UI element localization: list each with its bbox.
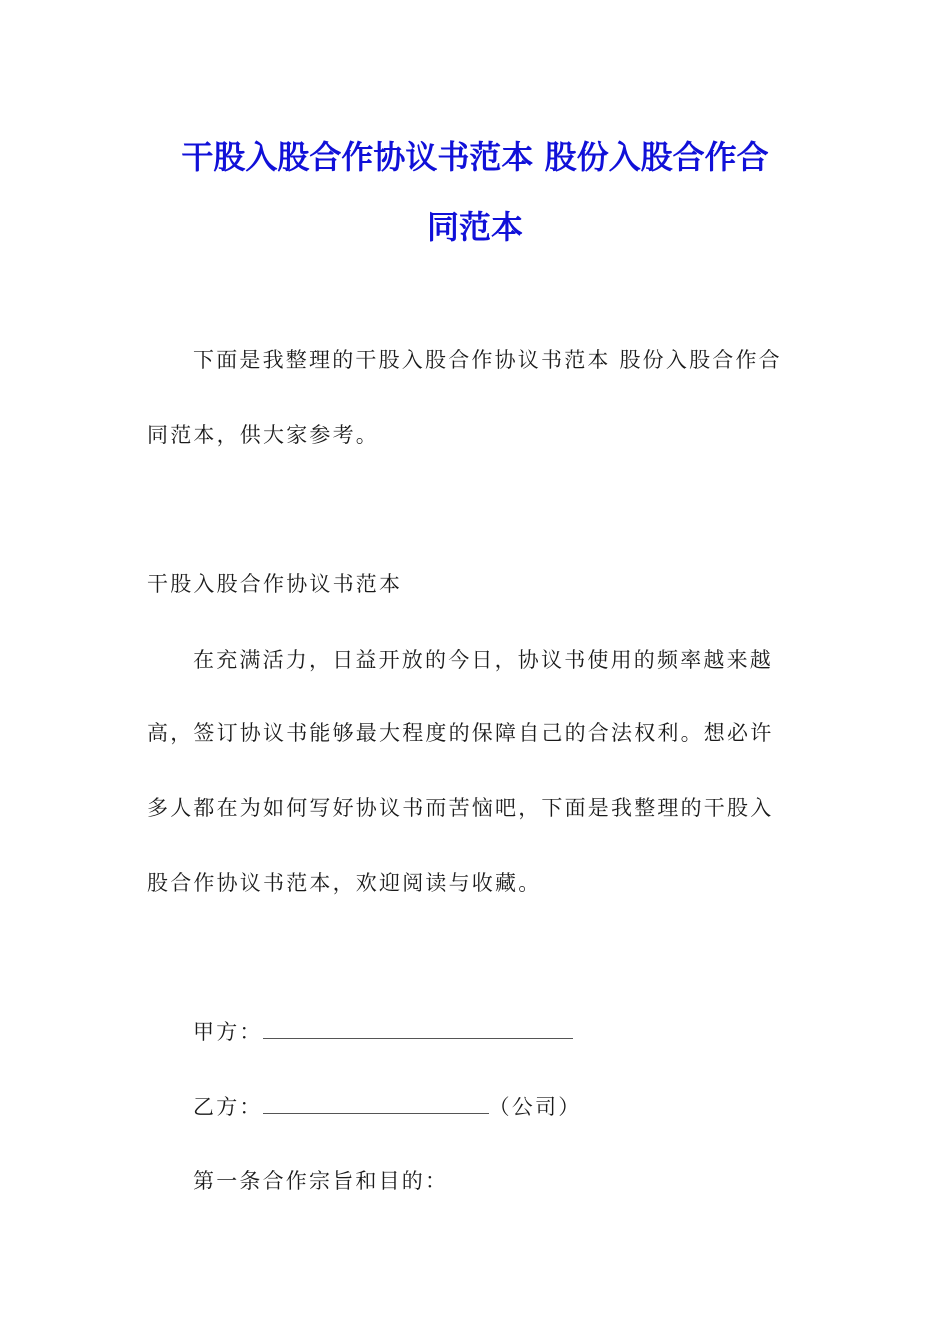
party-b-row	[193, 1092, 581, 1122]
document-title-line-2: 同范本	[426, 208, 523, 246]
party-a-label: 甲方：	[193, 1020, 263, 1044]
section-heading: 干股入股合作协议书范本	[147, 572, 403, 596]
party-b-label: 乙方：	[193, 1095, 263, 1119]
paragraph-line-1: 在充满活力，日益开放的今日，协议书使用的频率越来越	[193, 648, 773, 672]
party-b-blank	[263, 1093, 489, 1114]
party-a-blank	[263, 1018, 573, 1039]
paragraph-line-4: 股合作协议书范本，欢迎阅读与收藏。	[147, 871, 542, 895]
article-1-heading: 第一条合作宗旨和目的：	[193, 1169, 449, 1193]
party-b-suffix: （公司）	[488, 1095, 582, 1119]
paragraph-line-3: 多人都在为如何写好协议书而苦恼吧，下面是我整理的干股入	[147, 796, 774, 820]
paragraph-line-2: 高，签订协议书能够最大程度的保障自己的合法权利。想必许	[147, 721, 774, 745]
intro-line-2: 同范本，供大家参考。	[147, 423, 379, 447]
document-title-line-1: 干股入股合作协议书范本 股份入股合作合	[181, 138, 769, 176]
intro-line-1: 下面是我整理的干股入股合作协议书范本 股份入股合作合	[193, 348, 782, 372]
party-a-row	[193, 1017, 573, 1047]
